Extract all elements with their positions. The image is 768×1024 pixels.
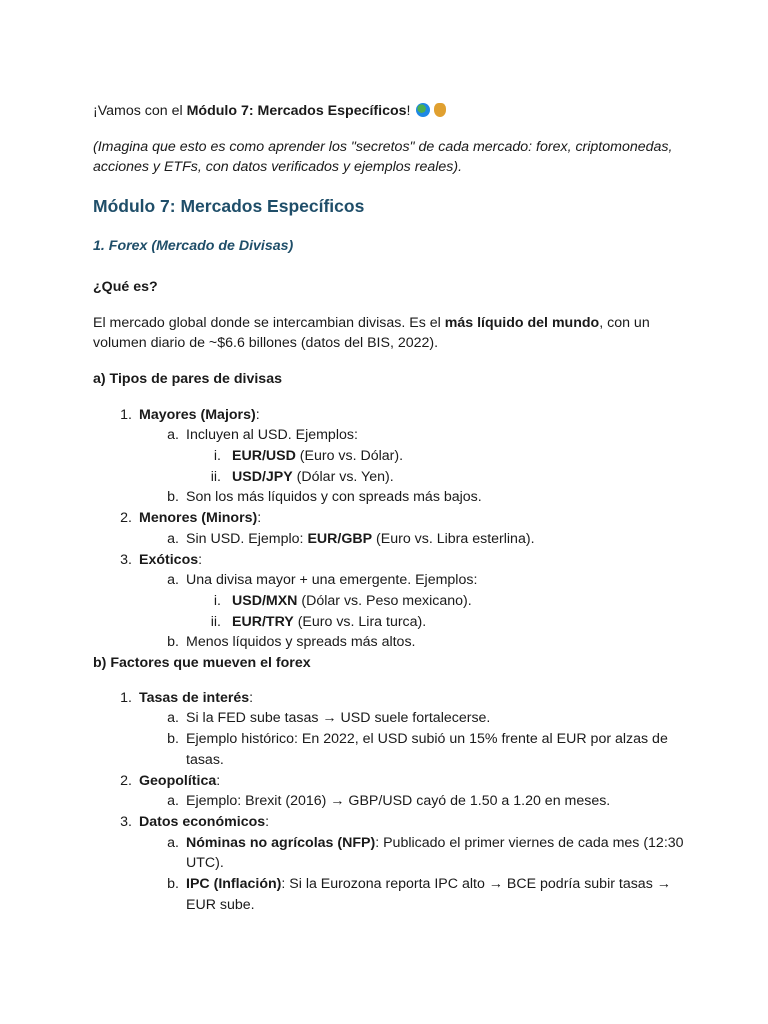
section-forex-heading: 1. Forex (Mercado de Divisas) xyxy=(93,238,294,255)
item-bold: USD/JPY xyxy=(232,468,293,485)
list-item xyxy=(93,487,693,508)
list-item xyxy=(93,874,693,915)
intro-line xyxy=(93,101,693,122)
item-text: Ejemplo histórico: En 2022, el USD subió un 15% frente al EUR por alzas de tasas. xyxy=(186,731,668,768)
list-marker: b. xyxy=(167,876,179,893)
item-title: Mayores (Majors) xyxy=(139,406,256,423)
list-marker: b. xyxy=(167,731,179,748)
list-item xyxy=(93,632,693,653)
item-bold: EUR/TRY xyxy=(232,613,294,630)
list-marker: ii. xyxy=(210,613,221,630)
list-marker: a. xyxy=(167,834,179,851)
list-item xyxy=(93,771,693,792)
definition-suffix: , con un volumen diario de ~$6.6 billones (datos del BIS, 2022). xyxy=(93,314,650,352)
list-marker: b. xyxy=(167,489,179,506)
intro-bold: Módulo 7: Mercados Específicos xyxy=(186,103,407,119)
list-item xyxy=(93,425,693,446)
item-bold: EUR/USD xyxy=(232,448,296,465)
list-item xyxy=(93,688,693,709)
item-text: Sin USD. Ejemplo: xyxy=(186,530,308,547)
list-marker: i. xyxy=(213,448,221,465)
list-item xyxy=(93,467,693,488)
list-marker: 2. xyxy=(120,510,132,527)
item-text: Una divisa mayor + una emergente. Ejemplos: xyxy=(186,572,478,589)
list-marker: i. xyxy=(213,592,221,609)
list-marker: a. xyxy=(167,572,179,589)
list-marker: a. xyxy=(167,427,179,444)
pairs-types-heading: a) Tipos de pares de divisas xyxy=(93,370,282,387)
item-bold: IPC (Inflación) xyxy=(186,876,282,893)
item-colon: : xyxy=(255,406,260,423)
item-colon: : xyxy=(249,689,254,706)
que-es-heading: ¿Qué es? xyxy=(93,278,158,295)
list-item xyxy=(93,833,693,874)
list-item xyxy=(93,508,693,529)
list-item xyxy=(93,570,693,591)
definition-prefix: El mercado global donde se intercambian divisas. Es el xyxy=(93,314,445,331)
list-item xyxy=(93,729,693,770)
document-page xyxy=(93,101,693,916)
item-text: Son los más líquidos y con spreads más bajos. xyxy=(186,489,482,506)
item-text: Incluyen al USD. Ejemplos: xyxy=(186,427,358,444)
item-bold: Nóminas no agrícolas (NFP) xyxy=(186,834,376,851)
item-title: Exóticos xyxy=(139,551,199,568)
list-item xyxy=(93,405,693,426)
item-colon: : xyxy=(216,772,221,789)
intro-note: (Imagina que esto es como aprender los "secretos" de cada mercado: forex, criptomonedas, acciones y ETFs, con datos verificados y ejemplos reales). xyxy=(93,138,673,176)
definition-bold: más líquido del mundo xyxy=(444,314,600,331)
list-item xyxy=(93,612,693,633)
item-text: (Dólar vs. Yen). xyxy=(292,468,394,485)
list-item xyxy=(93,446,693,467)
intro-suffix: ! xyxy=(406,103,411,119)
money-bag-icon xyxy=(434,103,446,117)
list-marker: 3. xyxy=(120,551,132,568)
list-item xyxy=(93,550,693,571)
list-marker: 2. xyxy=(120,772,132,789)
item-text: Ejemplo: Brexit (2016) → GBP/USD cayó de 1.50 a 1.20 en meses. xyxy=(186,793,611,810)
item-text: (Euro vs. Dólar). xyxy=(295,448,404,465)
item-colon: : xyxy=(265,813,270,830)
item-text: (Euro vs. Lira turca). xyxy=(293,613,427,630)
list-item xyxy=(93,791,693,812)
item-bold: USD/MXN xyxy=(232,592,298,609)
item-title: Geopolítica xyxy=(139,772,217,789)
item-text: (Euro vs. Libra esterlina). xyxy=(372,530,535,547)
forex-factors-heading: b) Factores que mueven el forex xyxy=(93,655,311,672)
item-bold: EUR/GBP xyxy=(307,530,373,547)
forex-definition xyxy=(93,313,693,354)
list-marker: a. xyxy=(167,710,179,727)
pairs-types-list xyxy=(93,405,693,653)
item-title: Tasas de interés xyxy=(139,689,250,706)
list-marker: 1. xyxy=(120,406,132,423)
list-item xyxy=(93,708,693,729)
list-item xyxy=(93,812,693,833)
item-text: : Si la Eurozona reporta IPC alto → BCE podría subir tasas → EUR sube. xyxy=(186,876,671,913)
item-text: Si la FED sube tasas → USD suele fortalecerse. xyxy=(186,710,491,727)
list-marker: a. xyxy=(167,530,179,547)
item-title: Datos económicos xyxy=(139,813,266,830)
item-text: : Publicado el primer viernes de cada mes (12:30 UTC). xyxy=(186,834,684,872)
globe-icon xyxy=(416,103,430,117)
item-colon: : xyxy=(198,551,203,568)
item-text: (Dólar vs. Peso mexicano). xyxy=(297,592,472,609)
list-item xyxy=(93,591,693,612)
item-text: Menos líquidos y spreads más altos. xyxy=(186,634,416,651)
module-heading: Módulo 7: Mercados Específicos xyxy=(93,196,365,217)
item-colon: : xyxy=(257,510,262,527)
forex-factors-list xyxy=(93,688,693,916)
list-marker: 3. xyxy=(120,813,132,830)
item-title: Menores (Minors) xyxy=(139,510,258,527)
list-marker: 1. xyxy=(120,689,132,706)
list-marker: a. xyxy=(167,793,179,810)
list-marker: b. xyxy=(167,634,179,651)
list-item xyxy=(93,529,693,550)
list-marker: ii. xyxy=(210,468,221,485)
intro-prefix: ¡Vamos con el xyxy=(93,103,187,119)
